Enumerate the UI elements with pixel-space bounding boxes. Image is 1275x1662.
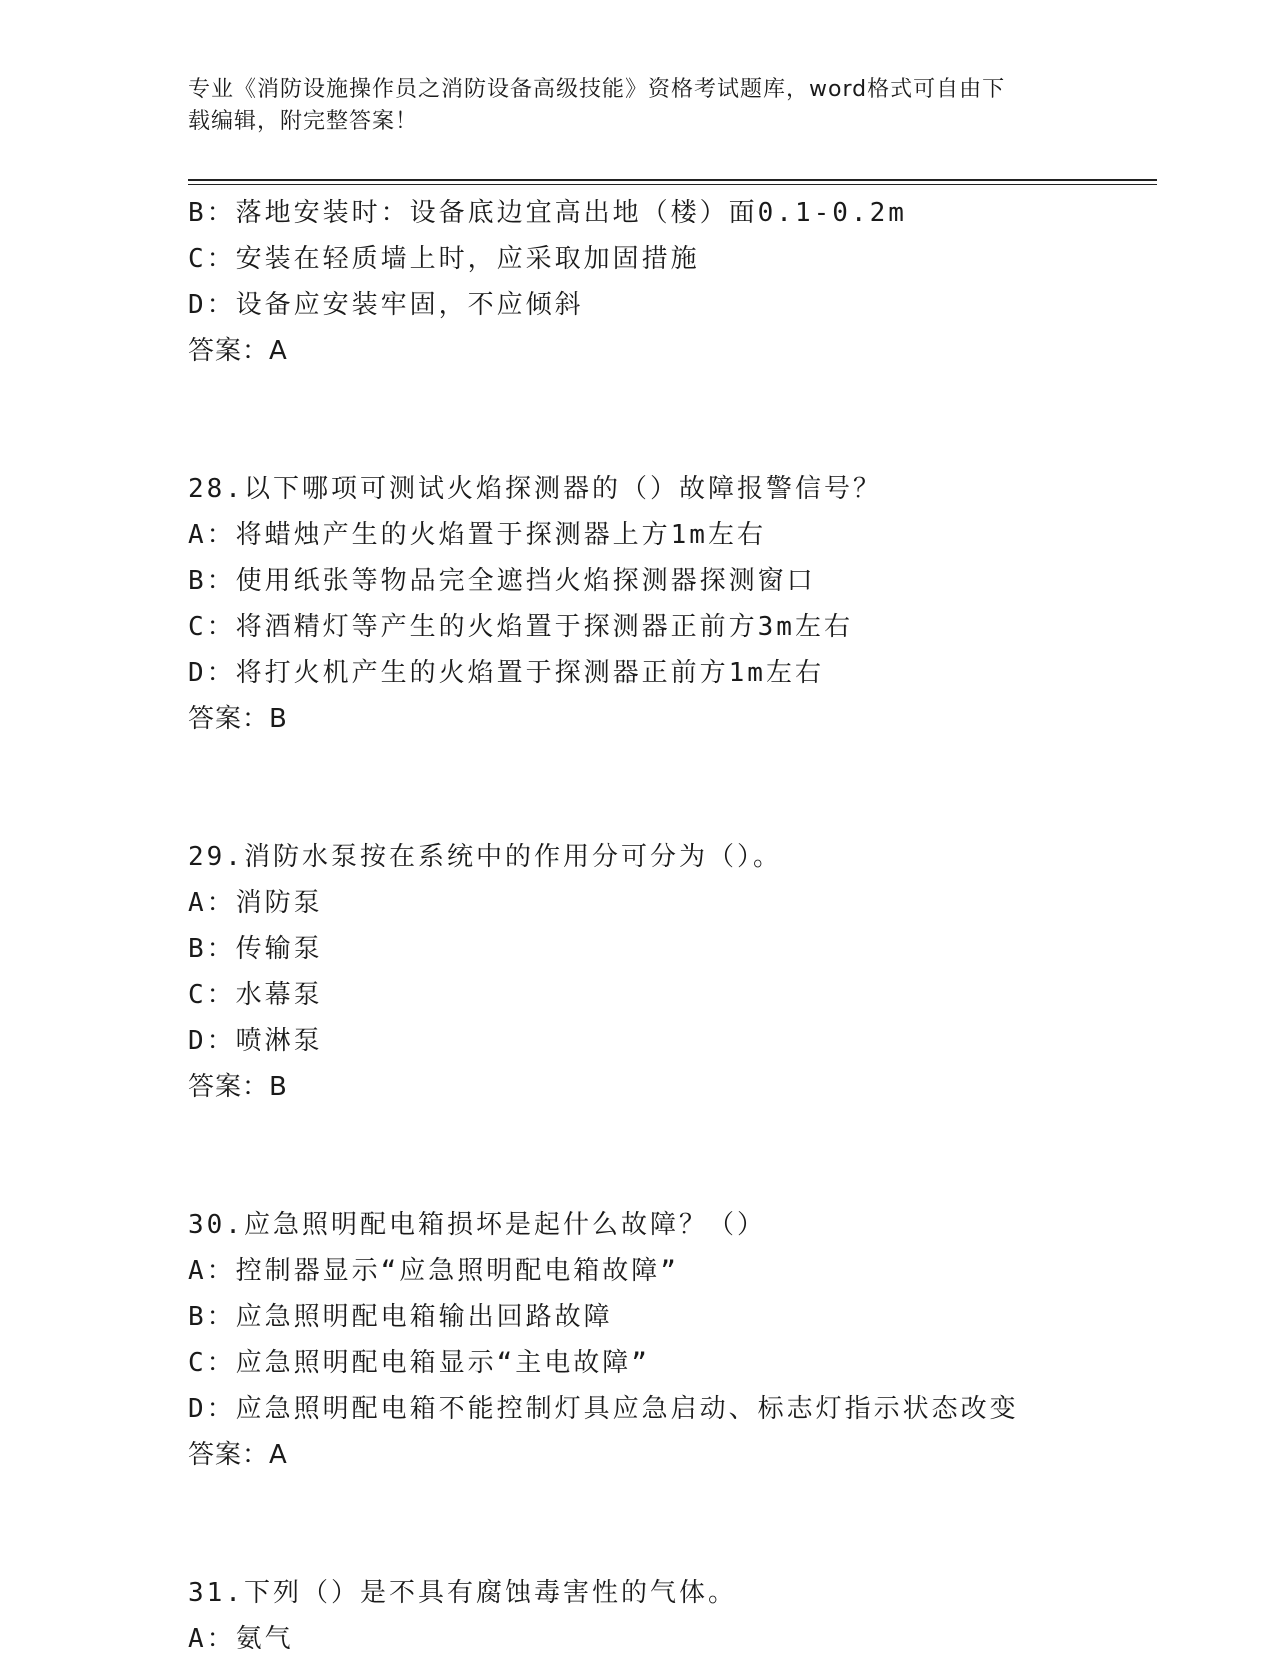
question-stem: 29.消防水泵按在系统中的作用分可分为（）。 bbox=[188, 842, 782, 872]
option-a: A：将蜡烛产生的火焰置于探测器上方1m左右 bbox=[188, 520, 766, 550]
question-stem: 31.下列（）是不具有腐蚀毒害性的气体。 bbox=[188, 1578, 737, 1608]
question-stem: 28.以下哪项可测试火焰探测器的（）故障报警信号？ bbox=[188, 474, 882, 504]
header-line-1: 专业《消防设施操作员之消防设备高级技能》资格考试题库，word格式可自由下 bbox=[188, 77, 1006, 102]
option-b: B：落地安装时：设备底边宜高出地（楼）面0.1-0.2m bbox=[188, 198, 907, 228]
question-stem: 30.应急照明配电箱损坏是起什么故障？（） bbox=[188, 1210, 766, 1240]
answer: 答案：A bbox=[188, 1440, 288, 1470]
option-d: D：喷淋泵 bbox=[188, 1026, 323, 1056]
question-31 bbox=[188, 1570, 1148, 1662]
question-28 bbox=[188, 466, 1148, 742]
option-b: B：传输泵 bbox=[188, 934, 323, 964]
option-d: D：将打火机产生的火焰置于探测器正前方1m左右 bbox=[188, 658, 824, 688]
option-a: A：控制器显示“应急照明配电箱故障” bbox=[188, 1256, 679, 1286]
header-line-2: 载编辑，附完整答案！ bbox=[188, 109, 419, 134]
option-b: B：应急照明配电箱输出回路故障 bbox=[188, 1302, 613, 1332]
option-c: C：安装在轻质墙上时，应采取加固措施 bbox=[188, 244, 700, 274]
answer: 答案：A bbox=[188, 336, 288, 366]
question-29 bbox=[188, 834, 1148, 1110]
option-c: C：水幕泵 bbox=[188, 980, 323, 1010]
option-a: A：消防泵 bbox=[188, 888, 323, 918]
answer: 答案：B bbox=[188, 704, 288, 734]
question-30 bbox=[188, 1202, 1148, 1478]
option-d: D：应急照明配电箱不能控制灯具应急启动、标志灯指示状态改变 bbox=[188, 1394, 1019, 1424]
header-divider-thin bbox=[188, 184, 1157, 185]
header-divider-thick bbox=[188, 179, 1157, 181]
option-b: B：使用纸张等物品完全遮挡火焰探测器探测窗口 bbox=[188, 566, 816, 596]
answer: 答案：B bbox=[188, 1072, 288, 1102]
question-27-continued bbox=[188, 190, 1148, 374]
document-header bbox=[188, 74, 1078, 138]
question-list bbox=[188, 190, 1148, 1662]
option-a: A：氨气 bbox=[188, 1624, 294, 1654]
option-c: C：应急照明配电箱显示“主电故障” bbox=[188, 1348, 650, 1378]
option-c: C：将酒精灯等产生的火焰置于探测器正前方3m左右 bbox=[188, 612, 853, 642]
option-d: D：设备应安装牢固，不应倾斜 bbox=[188, 290, 584, 320]
